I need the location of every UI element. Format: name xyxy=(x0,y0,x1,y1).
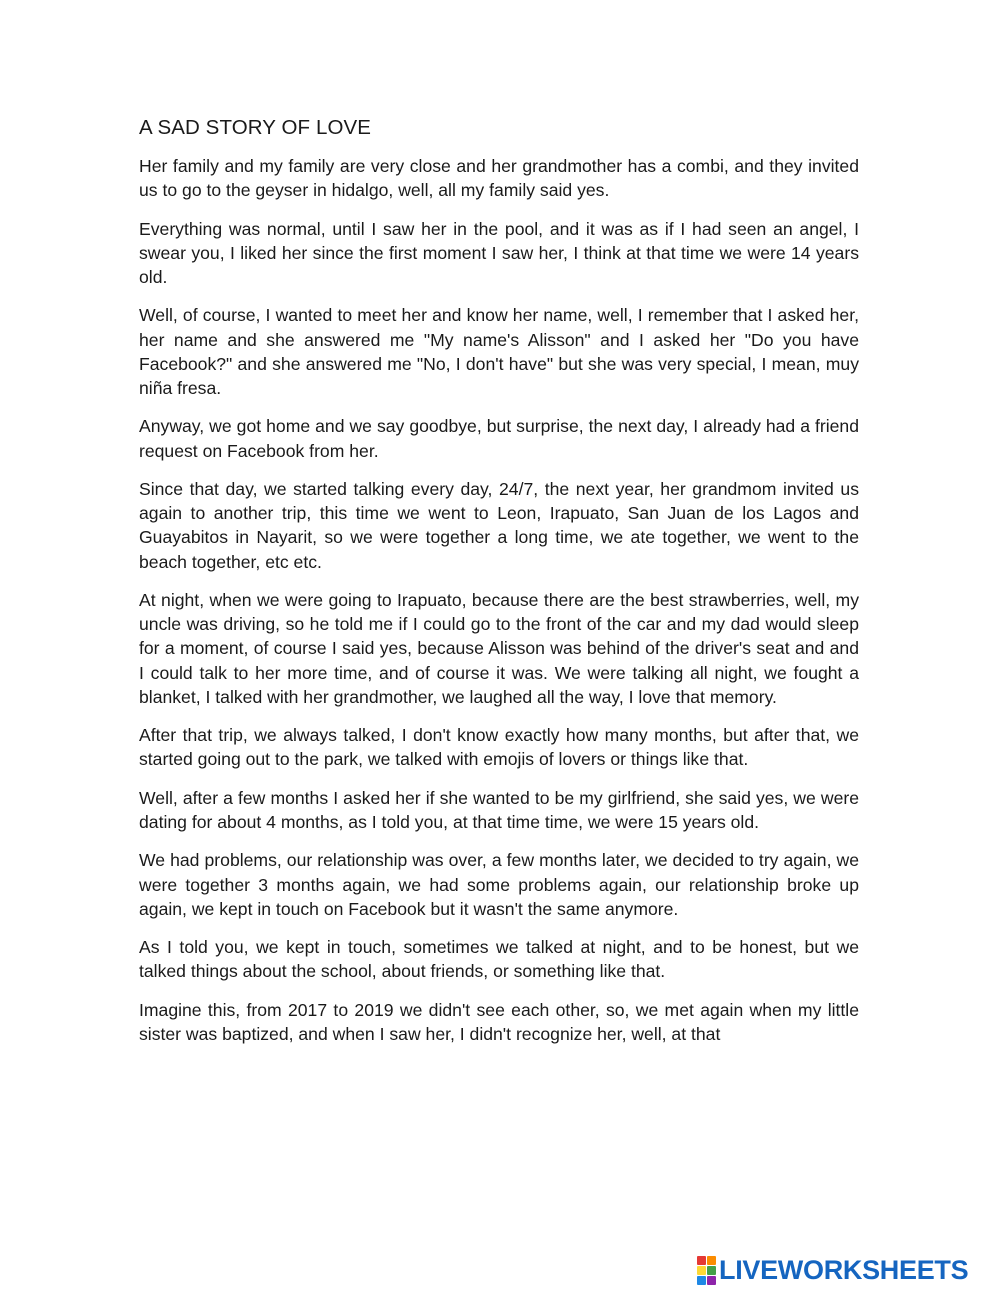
document-title: A SAD STORY OF LOVE xyxy=(139,116,372,139)
logo-block xyxy=(707,1276,716,1285)
logo-block xyxy=(707,1266,716,1275)
paragraph: Everything was normal, until I saw her in the pool, and it was as if I had seen an angel, I swear you, I liked her since the first moment I saw her, I think at that time we were 14 years old. xyxy=(139,218,859,287)
paragraph: At night, when we were going to Irapuato, because there are the best strawberries, well, my uncle was driving, so he told me if I could go to the front of the car and my dad would sleep for a moment, of course I said yes, because Alisson was behind of the driver's seat and and I could talk to her more time, and of course it was. We were talking all night, we fought a blanket, I talked with her grandmother, we laughed all the way, I love that memory. xyxy=(139,589,859,707)
logo-block xyxy=(697,1256,706,1265)
paragraph: Imagine this, from 2017 to 2019 we didn't see each other, so, we met again when my little sister was baptized, and when I saw her, I didn't recognize her, well, at that xyxy=(139,999,859,1044)
liveworksheets-logo-icon xyxy=(697,1256,716,1285)
logo-block xyxy=(697,1266,706,1275)
paragraph: We had problems, our relationship was over, a few months later, we decided to try again, we were together 3 months again, we had some problems again, our relationship broke up again, we kept in touch on Facebook but it wasn't the same anymore. xyxy=(139,850,859,919)
paragraph: As I told you, we kept in touch, sometimes we talked at night, and to be honest, but we talked things about the school, about friends, or something like that. xyxy=(139,937,859,982)
paragraph: Her family and my family are very close and her grandmother has a combi, and they invited us to go to the geyser in hidalgo, well, all my family said yes. xyxy=(139,156,859,201)
paragraph: Well, after a few months I asked her if she wanted to be my girlfriend, she said yes, we were dating for about 4 months, as I told you, at that time time, we were 15 years old. xyxy=(139,787,859,832)
paragraph: Well, of course, I wanted to meet her and know her name, well, I remember that I asked her, her name and she answered me "My name's Alisson" and I asked her "Do you have Facebook?" and she answered me "No, I don't have" but she was very special, I mean, muy niña fresa. xyxy=(139,305,859,398)
logo-block xyxy=(697,1276,706,1285)
paragraph: Anyway, we got home and we say goodbye, but surprise, the next day, I already had a friend request on Facebook from her. xyxy=(139,416,859,461)
logo-text: LIVEWORKSHEETS xyxy=(719,1255,969,1285)
document-page xyxy=(139,116,859,1060)
paragraph: Since that day, we started talking every day, 24/7, the next year, her grandmom invited us again to another trip, this time we went to Leon, Irapuato, San Juan de los Lagos and Guayabitos in Nayarit, so we were together a long time, we ate together, we went to the beach together, etc etc. xyxy=(139,478,859,572)
paragraph: After that trip, we always talked, I don't know exactly how many months, but after that, we started going out to the park, we talked with emojis of lovers or things like that. xyxy=(139,725,859,770)
logo-block xyxy=(707,1256,716,1265)
liveworksheets-logo xyxy=(697,1255,968,1285)
